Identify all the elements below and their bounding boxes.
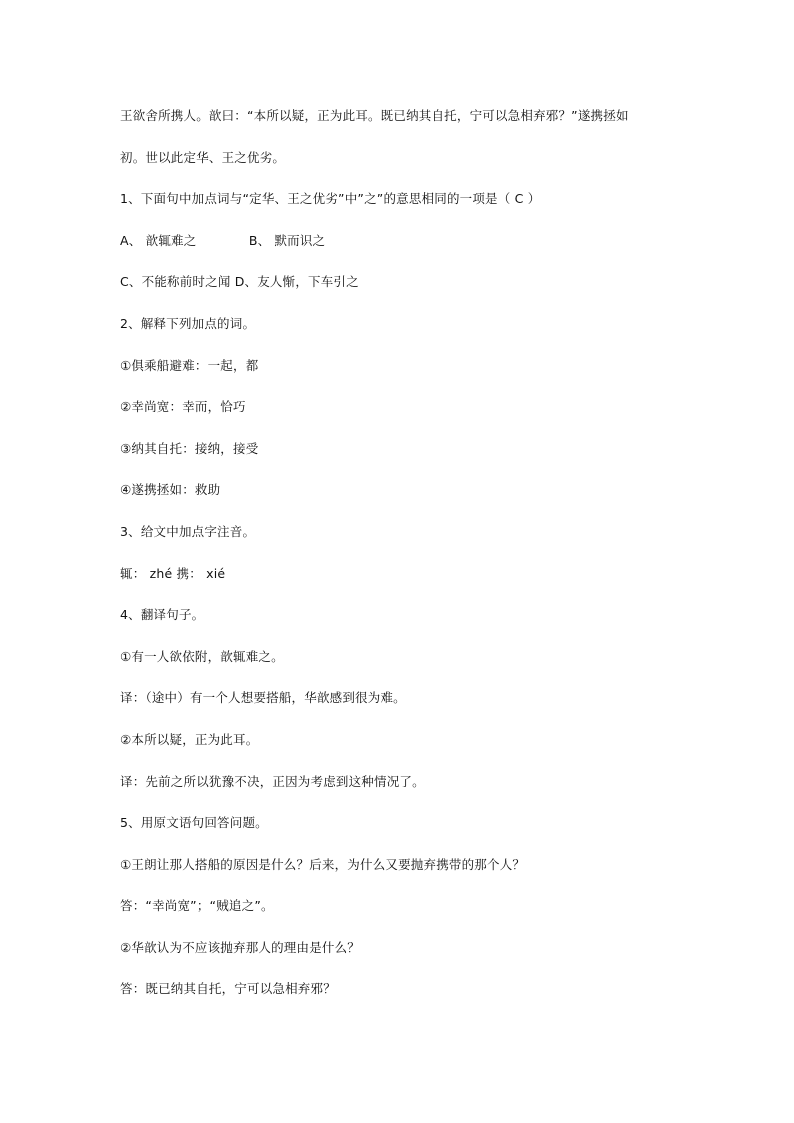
answer-2-3: ③纳其自托：接纳，接受	[120, 440, 259, 456]
answer-3: 辄： zhé 携： xié	[120, 565, 226, 581]
question-1: 1、下面句中加点词与“定华、王之优劣”中”之”的意思相同的一项是（ C ）	[120, 191, 541, 207]
option-b: B、 默而识之	[248, 232, 326, 248]
question-5-2: ②华歆认为不应该抛弃那人的理由是什么？	[120, 939, 361, 955]
question-4: 4、翻译句子。	[120, 607, 205, 623]
question-5: 5、用原文语句回答问题。	[120, 815, 268, 831]
option-a: A、 歆辄难之	[120, 232, 197, 248]
translation-4-2: 译：先前之所以犹豫不决，正因为考虑到这种情况了。	[120, 773, 425, 789]
translation-4-1: 译：（途中）有一个人想要搭船，华歆感到很为难。	[120, 690, 406, 706]
question-1-options-cd: C、不能称前时之闻 D、友人惭，下车引之	[120, 274, 359, 290]
answer-2-1: ①俱乘船避难：一起，都	[120, 357, 259, 373]
sentence-4-1: ①有一人欲依附，歆辄难之。	[120, 648, 284, 664]
answer-2-4: ④遂携拯如：救助	[120, 482, 221, 498]
answer-2-2: ②幸尚宽：幸而，恰巧	[120, 399, 246, 415]
answer-5-2: 答：既已纳其自托，宁可以急相弃邪？	[120, 981, 336, 997]
question-1-options-ab	[120, 230, 694, 272]
passage-line-1: 王欲舍所携人。歆曰：“本所以疑，正为此耳。既已纳其自托，宁可以急相弃邪？”遂携拯如	[120, 108, 629, 123]
question-5-1: ①王朗让那人搭船的原因是什么？后来，为什么又要抛弃携带的那个人？	[120, 856, 526, 872]
question-3: 3、给文中加点字注音。	[120, 523, 256, 539]
document-body	[120, 105, 694, 1020]
passage-line-2: 初。世以此定华、王之优劣。	[120, 149, 286, 165]
sentence-4-2: ②本所以疑，正为此耳。	[120, 731, 259, 747]
answer-5-1: 答：“幸尚宽”；“贼追之”。	[120, 898, 274, 914]
question-2: 2、解释下列加点的词。	[120, 315, 256, 331]
